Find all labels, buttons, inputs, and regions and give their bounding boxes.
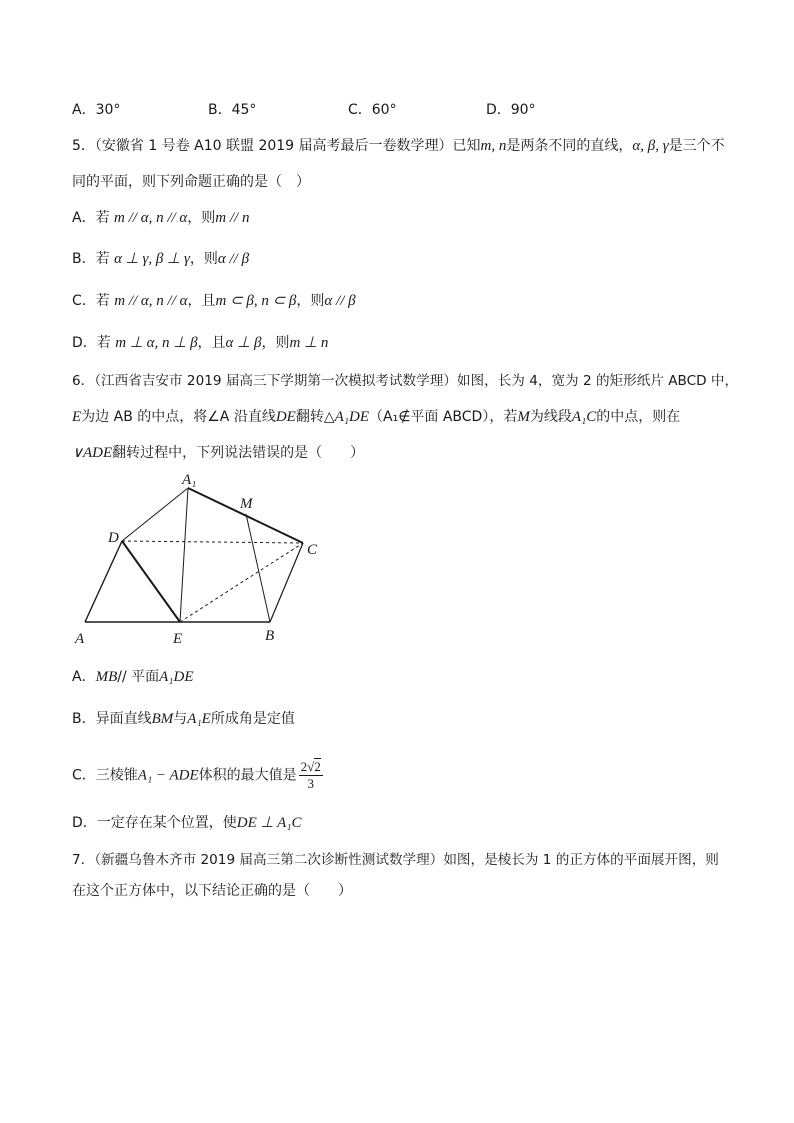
q5-stem-math-planes: α, β, γ	[632, 138, 669, 154]
q5-option-d-math1: m ⊥ α, n ⊥ β	[115, 335, 198, 351]
q6-math-ade: ∨ADE	[72, 445, 113, 461]
edge-d-e	[122, 541, 180, 622]
q6-math-de: DE	[275, 409, 296, 425]
label-m: M	[240, 496, 253, 512]
q6-option-c-math: A₁ − ADE	[137, 767, 199, 784]
q5-stem-a: 5．（安徽省 1 号卷 A10 联盟 2019 届高考最后一卷数学理）已知	[72, 138, 481, 154]
edge-d-c-dashed	[122, 541, 303, 543]
label-a1: A₁	[182, 472, 197, 488]
edge-a1-e	[180, 488, 188, 622]
label-d: D	[108, 530, 119, 546]
label-b: B	[265, 628, 275, 644]
q6-option-a-prefix: A．	[72, 669, 96, 685]
q5-option-c-prefix: C．若	[72, 293, 115, 309]
q6-option-b-math1: BM	[151, 711, 174, 727]
q5-option-a	[72, 208, 249, 228]
q4-option-a: A．30°	[72, 102, 121, 118]
edge-a-d	[85, 541, 122, 622]
q5-option-d-math2: α ⊥ β	[225, 335, 262, 351]
q5-option-d	[72, 333, 328, 353]
edge-b-c	[270, 543, 303, 622]
q5-option-c-mid1: ，且	[187, 293, 216, 309]
edge-d-a1	[122, 488, 188, 541]
q4-option-d: D．90°	[486, 102, 536, 118]
q5-option-c-math1: m // α, n // α	[114, 293, 188, 309]
q7-stem-line1: 7．（新疆乌鲁木齐市 2019 届高三第二次诊断性测试数学理）如图，是棱长为 1 的正方体的平面展开图，则	[72, 852, 719, 868]
q5-option-d-mid1: ，且	[197, 335, 226, 351]
q5-stem-b: 是两条不同的直线，	[506, 138, 633, 154]
q6-math-a1de: A₁DE	[334, 409, 369, 425]
q6-option-a-text: // 平面	[117, 669, 160, 685]
q6-stem-line2	[72, 407, 680, 427]
q6-stem-line3	[72, 443, 364, 463]
q6-option-c-prefix: C．三棱锥	[72, 767, 138, 784]
label-c: C	[307, 542, 318, 558]
q6-option-c	[72, 759, 323, 792]
q5-option-b-math2: α // β	[217, 251, 250, 267]
edge-e-c-dashed	[180, 543, 303, 622]
q6-line2-a: 为边 AB 的中点，将∠A 沿直线	[81, 409, 276, 425]
q7-stem-line2: 在这个正方体中，以下结论正确的是（ ）	[72, 883, 352, 899]
q6-option-a	[72, 667, 194, 687]
q4-option-c: C．60°	[348, 102, 397, 118]
q5-option-d-mid2: ，则	[261, 335, 290, 351]
q5-option-a-prefix: A．若	[72, 210, 115, 226]
q6-figure	[70, 470, 340, 650]
q5-option-c	[72, 291, 356, 311]
q6-option-a-math2: A₁DE	[159, 669, 194, 685]
q6-line2-c: （A₁∉平面 ABCD），若	[369, 409, 518, 425]
q5-option-a-math1: m // α, n // α	[114, 210, 188, 226]
q6-math-a1c: A₁C	[571, 409, 597, 425]
label-e: E	[173, 631, 183, 647]
q5-option-d-math3: m ⊥ n	[289, 335, 329, 351]
label-a: A	[75, 631, 85, 647]
fraction-denominator: 3	[307, 776, 314, 791]
q6-line2-e: 的中点，则在	[596, 409, 681, 425]
q6-line2-b: 翻转△	[295, 409, 335, 425]
q5-option-a-math2: m // n	[215, 210, 250, 226]
q5-option-c-math3: α // β	[324, 293, 356, 309]
q6-option-d	[72, 813, 301, 833]
q5-option-d-prefix: D．若	[72, 335, 116, 351]
q6-option-c-text: 体积的最大值是	[198, 767, 297, 784]
q6-option-d-prefix: D．一定存在某个位置，使	[72, 815, 237, 831]
q5-stem-c: 是三个不	[668, 138, 725, 154]
edge-m-b	[246, 514, 270, 622]
q5-option-b-math1: α ⊥ γ, β ⊥ γ	[114, 251, 190, 267]
q5-stem-line1	[72, 136, 725, 156]
q6-option-b-math2: A₁E	[187, 711, 211, 727]
q5-option-c-math2: m ⊂ β, n ⊂ β	[215, 293, 297, 309]
q6-option-b-prefix: B．异面直线	[72, 711, 152, 727]
q5-stem-math-mn: m, n	[480, 138, 507, 154]
q6-option-b	[72, 709, 295, 729]
q6-option-d-math: DE ⊥ A₁C	[236, 815, 302, 831]
q6-option-b-text: 所成角是定值	[210, 711, 295, 727]
q6-math-e: E	[72, 409, 82, 425]
q6-option-b-mid: 与	[173, 711, 188, 727]
q6-option-c-fraction: $\frac{2√2}{3}$	[300, 759, 321, 791]
q4-option-b: B．45°	[208, 102, 257, 118]
q6-line2-d: 为线段	[529, 409, 572, 425]
fraction-numerator-coef: 2	[300, 759, 308, 774]
q5-option-b-prefix: B．若	[72, 251, 115, 267]
q5-option-c-mid2: ，则	[296, 293, 325, 309]
fraction-numerator-radicand: 2	[314, 759, 321, 774]
q5-option-a-mid: ，则	[187, 210, 216, 226]
q5-stem-line2: 同的平面，则下列命题正确的是（ ）	[72, 174, 310, 190]
q6-option-a-math1: MB	[95, 669, 118, 685]
q6-math-m: M	[517, 409, 530, 425]
q5-option-b-mid: ，则	[189, 251, 218, 267]
q6-line3-text: 翻转过程中，下列说法错误的是（ ）	[112, 445, 365, 461]
q6-stem-line1: 6．（江西省吉安市 2019 届高三下学期第一次模拟考试数学理）如图，长为 4，宽为 2 的矩形纸片 ABCD 中，	[72, 373, 739, 389]
q5-option-b	[72, 249, 249, 269]
